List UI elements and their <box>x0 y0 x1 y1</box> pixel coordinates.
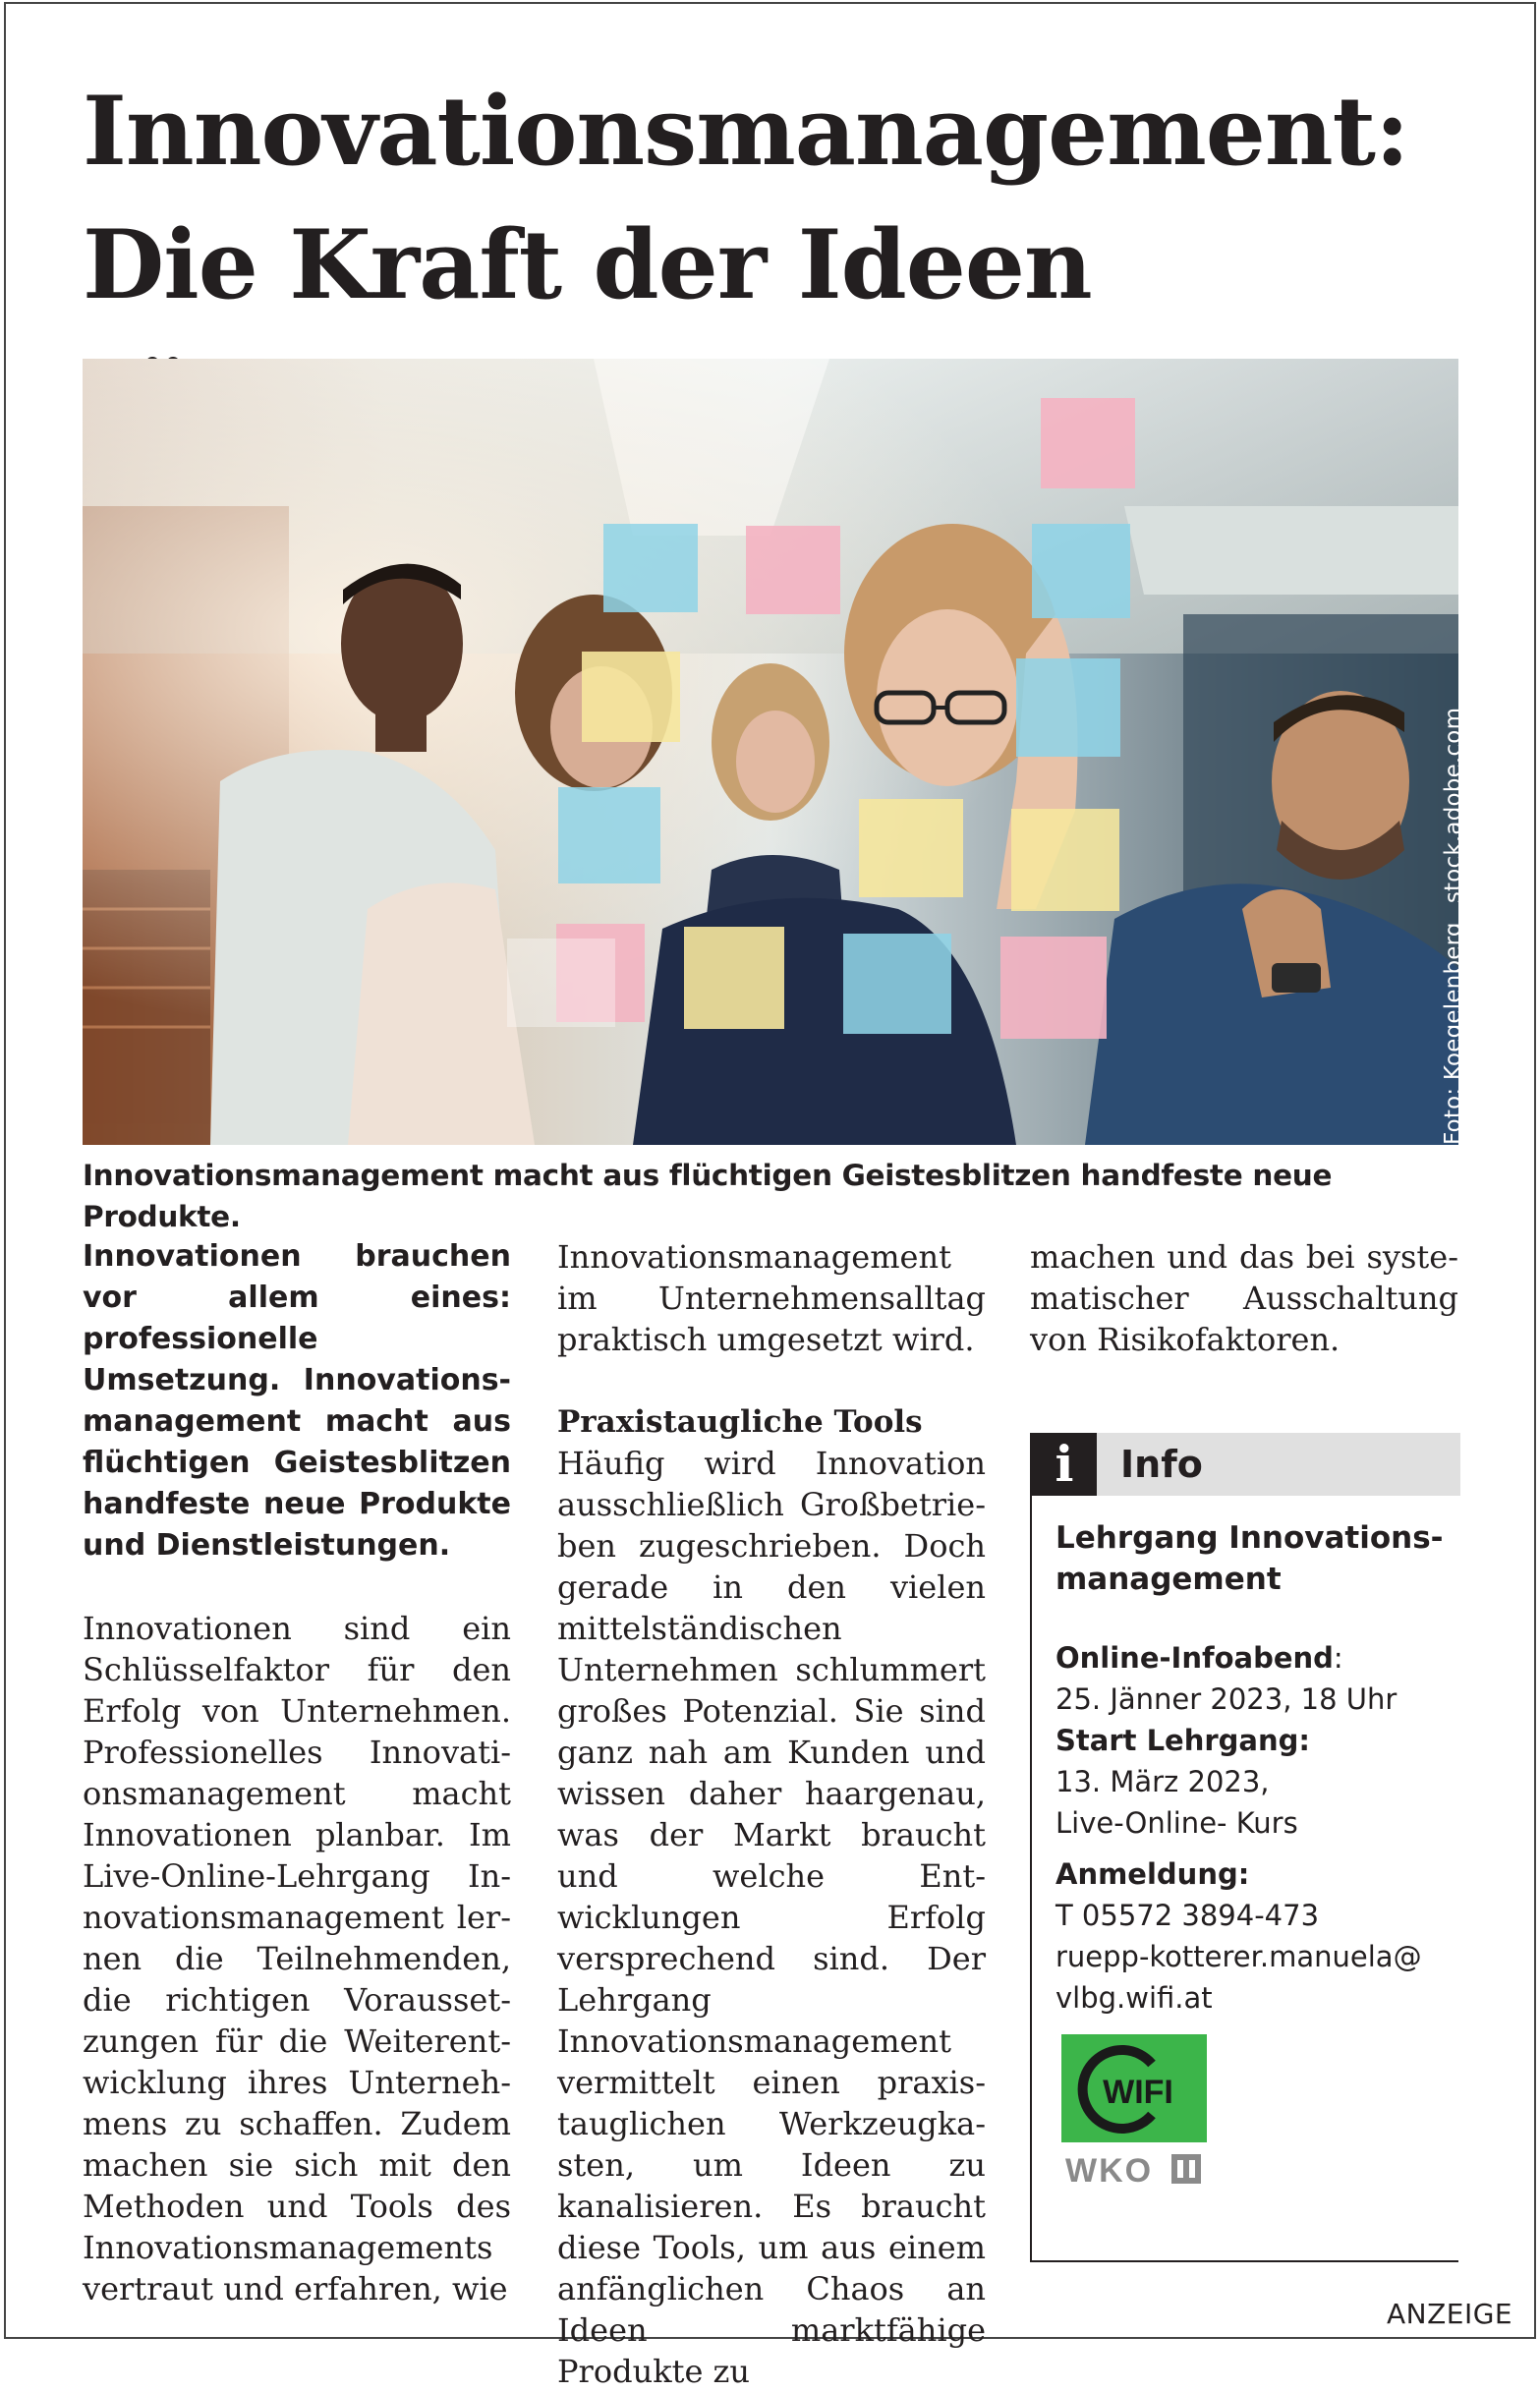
subheading-praxistaugliche-tools: Praxistaugliche Tools <box>557 1404 923 1440</box>
article-paragraph-1: Innovationen sind ein Schlüsselfaktor für den Erfolg von Unternehmen. Professionelles Innovationsmanagement macht Innovationen planbar. Im Live-Online-Lehrgang Innovationsmanagement lernen die Teilnehmenden, die richtigen Voraussetzungen für die Weiterentwicklung ihres Unternehmens zu schaffen. Zudem machen sie sich mit den Methoden und Tools des Innovationsmanagements vertraut und erfahren, wie <box>83 1610 511 2307</box>
wifi-wko-logo <box>1061 2034 1207 2188</box>
infoabend-colon: : <box>1333 1641 1343 1675</box>
email-line-1[interactable]: ruepp-kotterer.manuela@ <box>1055 1940 1422 1973</box>
start-format: Live-Online- Kurs <box>1055 1806 1298 1840</box>
infoabend-row <box>1055 1637 1449 1679</box>
info-gap <box>1055 1844 1449 1853</box>
headline-line-2: Die Kraft der Ideen <box>83 209 1092 320</box>
paragraph-spacer <box>83 1566 511 1608</box>
photo-caption: Innovationsmanagement macht aus flüchtigen Geistesblitzen handfeste neue Produkte. <box>83 1159 1333 1233</box>
article-lead: Innovationen brauchen vor allem eines: professionelle Umsetzung. Innovationsmanagement macht aus flüchtigen Geistesblitzen handfeste neue Produkte und Dienstleistungen. <box>83 1239 511 1563</box>
course-title: Lehrgang Innovationsmanagement <box>1055 1520 1444 1597</box>
article-paragraph-2: Häufig wird Innovation ausschließlich Großbetrieben zugeschrieben. Doch gerade in den vielen mittelständischen Unternehmen schlummert großes Potenzial. Sie sind ganz nah am Kunden und wissen daher haargenau, was der Markt braucht und welche Entwicklungen Erfolg versprechend sind. Der Lehrgang Innovationsmanagement vermittelt einen praxistauglichen Werkzeugkasten, um Ideen zu kanalisieren. Es braucht diese Tools, um aus einem anfänglichen Chaos an Ideen marktfähige Produkte zu <box>557 1445 986 2390</box>
info-box-header <box>1032 1433 1460 1496</box>
email-line-2[interactable]: vlbg.wifi.at <box>1055 1981 1213 2015</box>
wifi-logo-icon <box>1061 2034 1207 2188</box>
svg-text:WKO: WKO <box>1065 2152 1154 2190</box>
column-2 <box>557 1236 986 2392</box>
photo-credit: Foto: Koegelenberg_ stock.adobe.com <box>1441 707 1466 1145</box>
column-1 <box>83 1236 511 2309</box>
phone-number: T 05572 3894-473 <box>1055 1899 1320 1932</box>
info-box-body <box>1055 1517 1449 2019</box>
paragraph-spacer <box>557 1360 986 1401</box>
start-label: Start Lehrgang: <box>1055 1724 1311 1757</box>
column-3 <box>1030 1236 1458 1360</box>
article-paragraph-1-continued: Innovationsmanagement im Unternehmensalltag praktisch umgesetzt wird. <box>557 1238 986 1358</box>
svg-text:WIFI: WIFI <box>1103 2074 1173 2111</box>
anmeldung-label: Anmeldung: <box>1055 1857 1250 1891</box>
start-date: 13. März 2023, <box>1055 1765 1270 1798</box>
article-photo <box>83 359 1458 1145</box>
article-paragraph-2-continued: machen und das bei systematischer Ausschaltung von Risikofaktoren. <box>1030 1238 1458 1358</box>
headline-line-1: Innovationsmanagement: <box>83 76 1409 187</box>
info-box-title: Info <box>1120 1443 1203 1486</box>
info-icon: i <box>1032 1433 1097 1496</box>
info-box <box>1030 1433 1458 2262</box>
team-sticky-notes-photo <box>83 359 1458 1145</box>
advertisement-label: ANZEIGE <box>1387 2298 1513 2330</box>
infoabend-label: Online-Infoabend <box>1055 1641 1334 1675</box>
infoabend-date: 25. Jänner 2023, 18 Uhr <box>1055 1682 1397 1716</box>
